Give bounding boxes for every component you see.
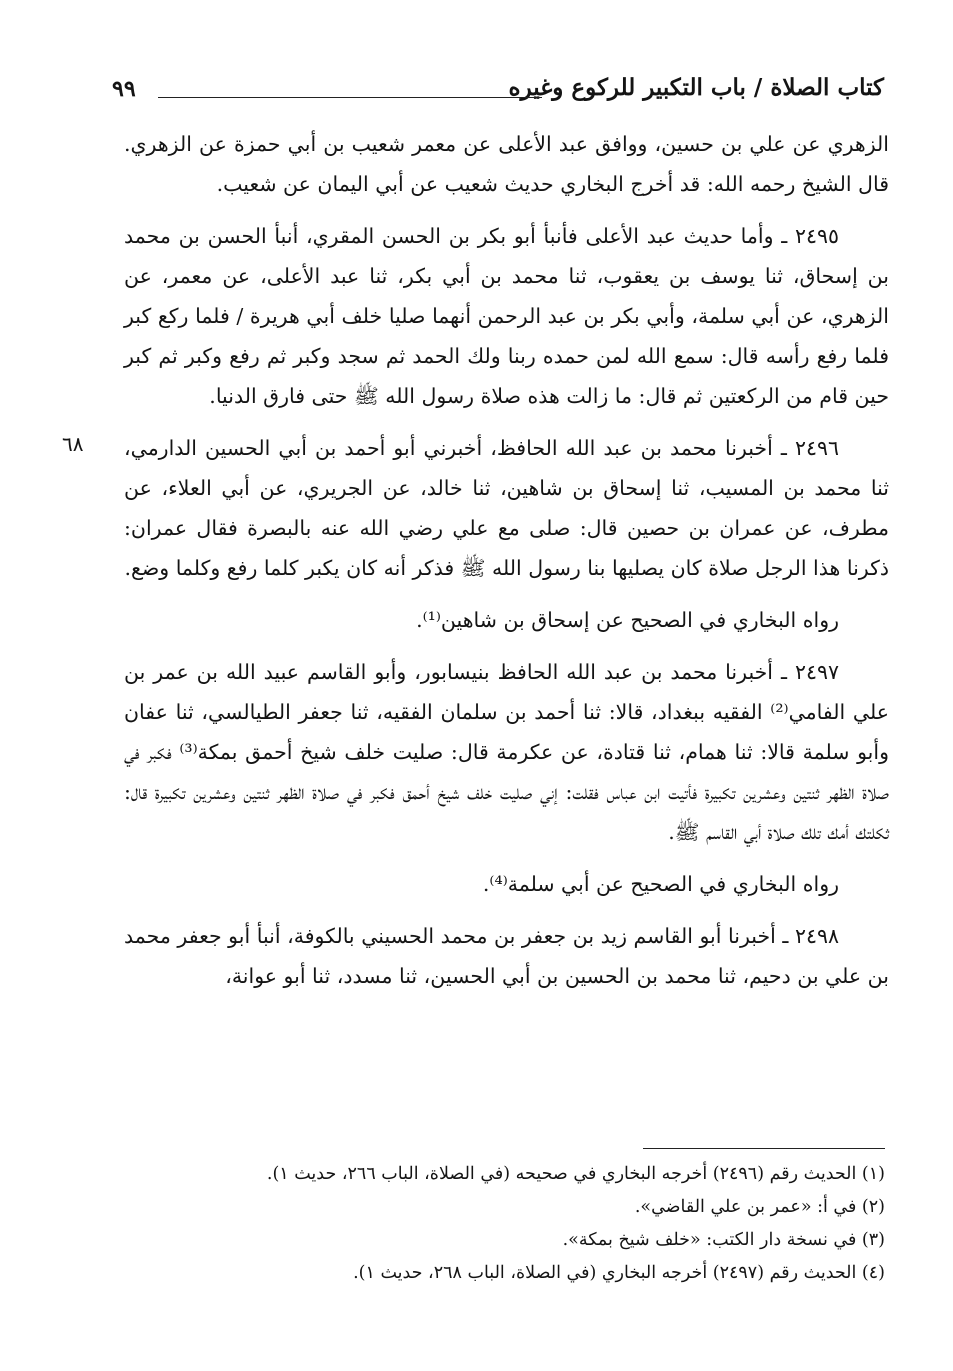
narration-note-2: رواه البخاري في الصحيح عن أبي سلمة⁽⁴⁾. <box>482 872 839 896</box>
footnote-1: (١) الحديث رقم (٢٤٩٦) أخرجه البخاري في صحيحه (في الصلاة، الباب ٢٦٦، حديث ١). <box>266 1164 885 1184</box>
header-title: كتاب الصلاة / باب التكبير للركوع وغيره <box>508 74 884 101</box>
footnote-4: (٤) الحديث رقم (٢٤٩٧) أخرجه البخاري (في الصلاة، الباب ٢٦٨، حديث ١). <box>353 1263 885 1283</box>
footnote-3: (٣) في نسخة دار الكتب: «خلف شيخ بمكة». <box>562 1230 885 1250</box>
hadith-2497: ٢٤٩٧ ـ أخبرنا محمد بن عبد الله الحافظ بنيسابور، وأبو القاسم عبيد الله بن عمر بن علي الفامي⁽²⁾ الفقيه ببغداد، قالا: ثنا أحمد بن سلمان الفقيه، ثنا جعفر الطيالسي، ثنا عفان وأبو سلمة قالا: ثنا همام، ثنا قتادة، عن عكرمة قال: صليت خلف شيخ أحمق بمكة⁽³⁾ فكبر في صلاة الظهر ثنتين وعشرين تكبيرة فأتيت ابن عباس فقلت: إني صليت خلف شيخ أحمق فكبر في صلاة الظهر ثنتين وعشرين تكبيرة قال: ثكلتك أمك تلك صلاة أبي القاسم ﷺ. <box>124 660 889 844</box>
footnotes <box>125 1158 885 1290</box>
hadith-2498: ٢٤٩٨ ـ أخبرنا أبو القاسم زيد بن جعفر بن محمد الحسيني بالكوفة، أنبأ أبو جعفر محمد بن علي بن دحيم، ثنا محمد بن الحسين بن أبي الحسين، ثنا مسدد، ثنا أبو عوانة، <box>124 924 889 988</box>
hadith-2495: ٢٤٩٥ ـ وأما حديث عبد الأعلى فأنبأ أبو بكر بن الحسن المقري، أنبأ الحسن بن محمد بن إسحاق، ثنا يوسف بن يعقوب، ثنا محمد بن أبي بكر، ثنا عبد الأعلى، عن معمر، عن الزهري، عن أبي سلمة، وأبي بكر بن عبد الرحمن أنهما صليا خلف أبي هريرة / فلما ركع كبر فلما رفع رأسه قال: سمع الله لمن حمده ربنا ولك الحمد ثم سجد وكبر ثم رفع وكبر ثم كبر حين قام من الركعتين ثم قال: ما زالت هذه صلاة رسول الله ﷺ حتى فارق الدنيا. <box>124 224 889 408</box>
running-header <box>112 70 884 110</box>
header-rule <box>158 97 542 98</box>
page-number: ٩٩ <box>112 76 136 102</box>
footnote-separator <box>643 1148 885 1149</box>
footnote-2: (٢) في أ: «عمر بن علي القاضي». <box>634 1197 885 1217</box>
margin-page-marker: ٦٨ <box>62 432 84 456</box>
narration-note-1: رواه البخاري في الصحيح عن إسحاق بن شاهين⁽¹⁾. <box>416 608 839 632</box>
hadith-2496: ٢٤٩٦ ـ أخبرنا محمد بن عبد الله الحافظ، أخبرني أبو أحمد بن أبي الحسين الدارمي، ثنا محمد بن المسيب، ثنا إسحاق بن شاهين، ثنا خالد، عن الجريري، عن أبي العلاء، عن مطرف، عن عمران بن حصين قال: صلى مع علي رضي الله عنه بالبصرة فقال عمران: ذكرنا هذا الرجل صلاة كان يصليها بنا رسول الله ﷺ فذكر أنه كان يكبر كلما رفع وكلما وضع. <box>124 436 889 580</box>
paragraph-continuation: الزهري عن علي بن حسين، ووافق عبد الأعلى عن معمر شعيب بن أبي حمزة عن الزهري. قال الشيخ رحمه الله: قد أخرج البخاري حديث شعيب عن أبي اليمان عن شعيب. <box>124 132 889 196</box>
main-text <box>124 124 889 1008</box>
